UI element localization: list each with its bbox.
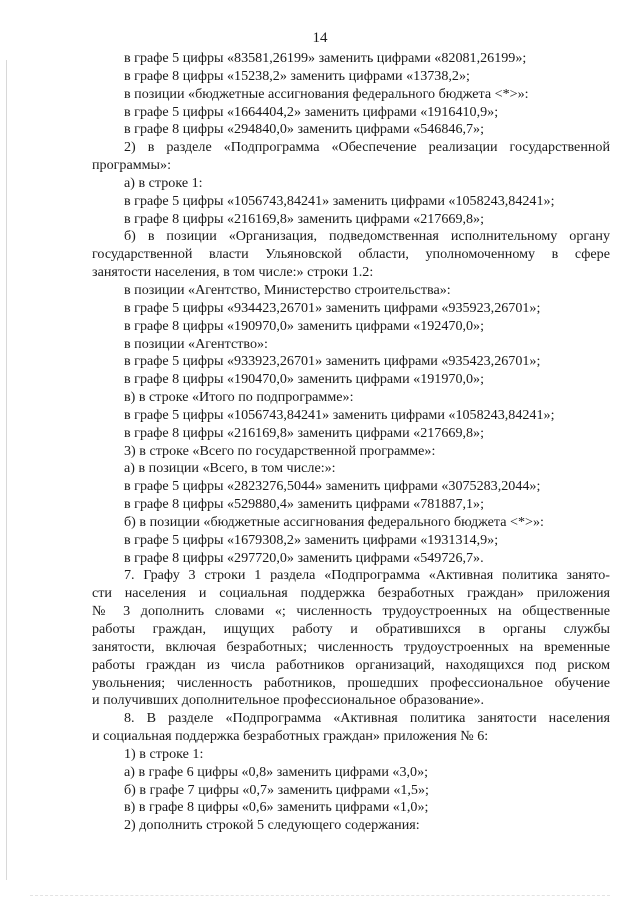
- text-line: в графе 8 цифры «216169,8» заменить цифрами «217669,8»;: [124, 210, 485, 227]
- document-body: [92, 50, 610, 835]
- text-line: в графе 8 цифры «190470,0» заменить цифрами «191970,0»;: [124, 371, 485, 388]
- text-line: занятости населения, в том числе:» строки 1.2:: [92, 264, 374, 281]
- text-line: в графе 5 цифры «933923,26701» заменить цифрами «935423,26701»;: [124, 353, 541, 370]
- text-line: а) в позиции «Всего, в том числе:»:: [124, 460, 336, 477]
- text-line: и получивших дополнительное профессиональное образование».: [92, 692, 485, 709]
- text-line: занятости, включая безработных; численность трудоустроенных на временные: [92, 638, 610, 655]
- text-line: 8. В разделе «Подпрограмма «Активная политика занятости населения: [124, 710, 610, 727]
- text-line: работы граждан из числа работников организаций, находящихся под риском: [92, 656, 610, 673]
- text-line: в графе 8 цифры «15238,2» заменить цифрами «13738,2»;: [124, 67, 470, 84]
- text-line: б) в графе 7 цифры «0,7» заменить цифрами «1,5»;: [124, 781, 429, 798]
- text-line: сти населения и социальная поддержка безработных граждан» приложения: [92, 585, 610, 602]
- text-line: увольнения; численность работников, прошедших профессиональное обучение: [92, 674, 610, 691]
- text-line: 2) дополнить строкой 5 следующего содержания:: [124, 817, 420, 834]
- text-line: в графе 5 цифры «83581,26199» заменить цифрами «82081,26199»;: [124, 50, 527, 66]
- text-line: в графе 8 цифры «190970,0» заменить цифрами «192470,0»;: [124, 317, 485, 334]
- text-line: в графе 8 цифры «216169,8» заменить цифрами «217669,8»;: [124, 424, 485, 441]
- text-line: 1) в строке 1:: [124, 745, 204, 762]
- text-line: в графе 5 цифры «1056743,84241» заменить цифрами «1058243,84241»;: [124, 192, 555, 209]
- text-line: работы граждан, ищущих работу и обратившихся в органы службы: [92, 621, 610, 637]
- text-line: а) в графе 6 цифры «0,8» заменить цифрами «3,0»;: [124, 763, 429, 780]
- text-line: в) в строке «Итого по подпрограмме»:: [124, 389, 354, 406]
- text-line: в графе 5 цифры «1056743,84241» заменить цифрами «1058243,84241»;: [124, 406, 555, 423]
- page-edge-line: [6, 60, 7, 880]
- text-line: б) в позиции «бюджетные ассигнования федерального бюджета <*>»:: [124, 513, 544, 530]
- text-line: в) в графе 8 цифры «0,6» заменить цифрами «1,0»;: [124, 799, 429, 816]
- text-line: в позиции «бюджетные ассигнования федерального бюджета <*>»:: [124, 85, 529, 102]
- text-line: в графе 8 цифры «294840,0» заменить цифрами «546846,7»;: [124, 121, 485, 138]
- text-line: 7. Графу 3 строки 1 раздела «Подпрограмма «Активная политика занято-: [124, 567, 610, 584]
- text-line: и социальная поддержка безработных граждан» приложения № 6:: [92, 728, 489, 745]
- text-line: в графе 5 цифры «1664404,2» заменить цифрами «1916410,9»;: [124, 103, 499, 120]
- text-line: 3) в строке «Всего по государственной программе»:: [124, 442, 436, 459]
- text-line: в графе 5 цифры «934423,26701» заменить цифрами «935923,26701»;: [124, 299, 541, 316]
- text-line: в графе 5 цифры «2823276,5044» заменить цифрами «3075283,2044»;: [124, 478, 541, 495]
- text-line: государственной власти Ульяновской области, уполномоченному в сфере: [92, 246, 610, 263]
- text-line: б) в позиции «Организация, подведомственная исполнительному органу: [124, 228, 610, 245]
- text-line: в позиции «Агентство»:: [124, 335, 268, 352]
- page-bottom-edge: [30, 895, 610, 897]
- text-line: № 3 дополнить словами «; численность трудоустроенных на общественные: [92, 603, 610, 620]
- text-line: в позиции «Агентство, Министерство строительства»:: [124, 281, 451, 298]
- text-line: а) в строке 1:: [124, 174, 203, 191]
- text-line: в графе 8 цифры «529880,4» заменить цифрами «781887,1»;: [124, 496, 485, 513]
- text-line: 2) в разделе «Подпрограмма «Обеспечение реализации государственной: [124, 139, 610, 156]
- text-line: в графе 5 цифры «1679308,2» заменить цифрами «1931314,9»;: [124, 531, 499, 548]
- text-line: программы»:: [92, 157, 171, 174]
- page-number: 14: [312, 30, 328, 46]
- text-line: в графе 8 цифры «297720,0» заменить цифрами «549726,7».: [124, 549, 484, 566]
